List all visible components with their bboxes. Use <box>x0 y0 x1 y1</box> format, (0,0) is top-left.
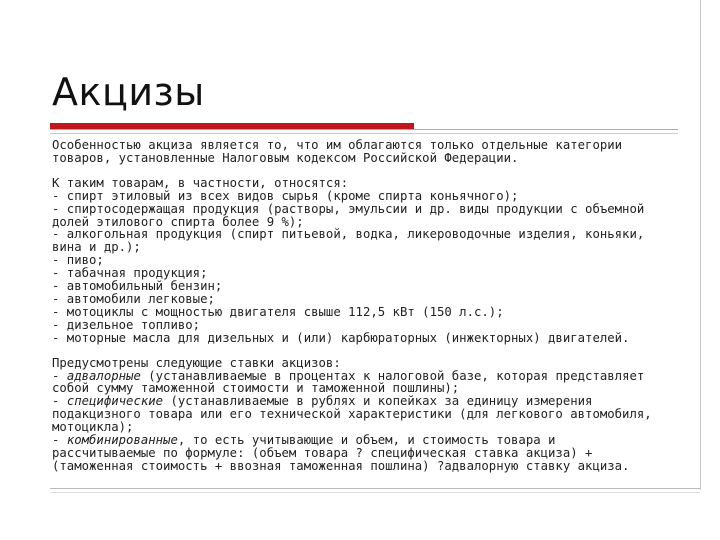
rate-combined <box>52 434 672 447</box>
text-line: мотоцикла); <box>52 420 134 435</box>
right-vertical-rule <box>700 0 701 490</box>
slide-body <box>52 139 672 485</box>
rate-description: (устанавливаемые в рублях и копейках за единицу измерения <box>163 394 593 409</box>
footer-divider-line-secondary <box>50 492 700 493</box>
rate-description: , то есть учитывающие и объем, и стоимость товара и <box>177 433 556 448</box>
text-line: рассчитываемые по формуле: (объем товара ? специфическая ставка акциза) + <box>52 445 593 460</box>
list-heading: К таким товарам, в частности, относятся: <box>52 175 349 190</box>
text-line: товаров, установленные Налоговым кодексом Российской Федерации. <box>52 150 519 165</box>
rate-description: (устанавливаемые в процентах к налоговой базе, которая представляет <box>140 368 645 383</box>
list-item: - автомобили легковые; <box>52 291 215 306</box>
rate-prefix: - <box>52 368 67 383</box>
list-item: - алкогольная продукция (спирт питьевой, водка, ликероводочные изделия, коньяки, <box>52 227 645 242</box>
list-item: - мотоциклы с мощностью двигателя свыше 112,5 кВт (150 л.с.); <box>52 304 504 319</box>
list-item-continuation: долей этилового спирта более 9 %); <box>52 214 304 229</box>
rates-heading: Предусмотрены следующие ставки акцизов: <box>52 355 341 370</box>
slide-title: Акцизы <box>52 70 205 114</box>
rate-term-advalorem: адвалорные <box>66 368 141 383</box>
list-item: - моторные масла для дизельных и (или) карбюраторных (инжекторных) двигателей. <box>52 330 630 345</box>
paragraph-intro <box>52 139 672 165</box>
list-item: - дизельное топливо; <box>52 317 201 332</box>
list-item: - спиртосодержащая продукция (растворы, эмульсии и др. виды продукции с объемной <box>52 201 645 216</box>
rate-prefix: - <box>52 433 67 448</box>
list-item: - спирт этиловый из всех видов сырья (кроме спирта коньячного); <box>52 188 519 203</box>
rate-term-combined: комбинированные <box>66 433 178 448</box>
title-divider-line-secondary <box>50 133 678 134</box>
text-line: подакцизного товара или его технической характеристики (для легкового автомобиля, <box>52 407 652 422</box>
paragraph-rates <box>52 357 672 473</box>
text-line: (таможенная стоимость + ввозная таможенная пошлина) ?адвалорную ставку акциза. <box>52 458 630 473</box>
list-item: - пиво; <box>52 253 104 268</box>
footer-divider-line <box>50 488 700 489</box>
paragraph-goods-list <box>52 177 672 345</box>
rate-prefix: - <box>52 394 67 409</box>
rate-term-specific: специфические <box>66 394 164 409</box>
text-line: Особенностью акциза является то, что им облагаются только отдельные категории <box>52 138 623 152</box>
list-item: - автомобильный бензин; <box>52 279 223 294</box>
list-item: - табачная продукция; <box>52 266 208 281</box>
text-line: собой сумму таможенной стоимости и таможенной пошлины); <box>52 381 460 396</box>
list-item-continuation: вина и др.); <box>52 240 141 255</box>
title-divider-line <box>50 129 678 130</box>
